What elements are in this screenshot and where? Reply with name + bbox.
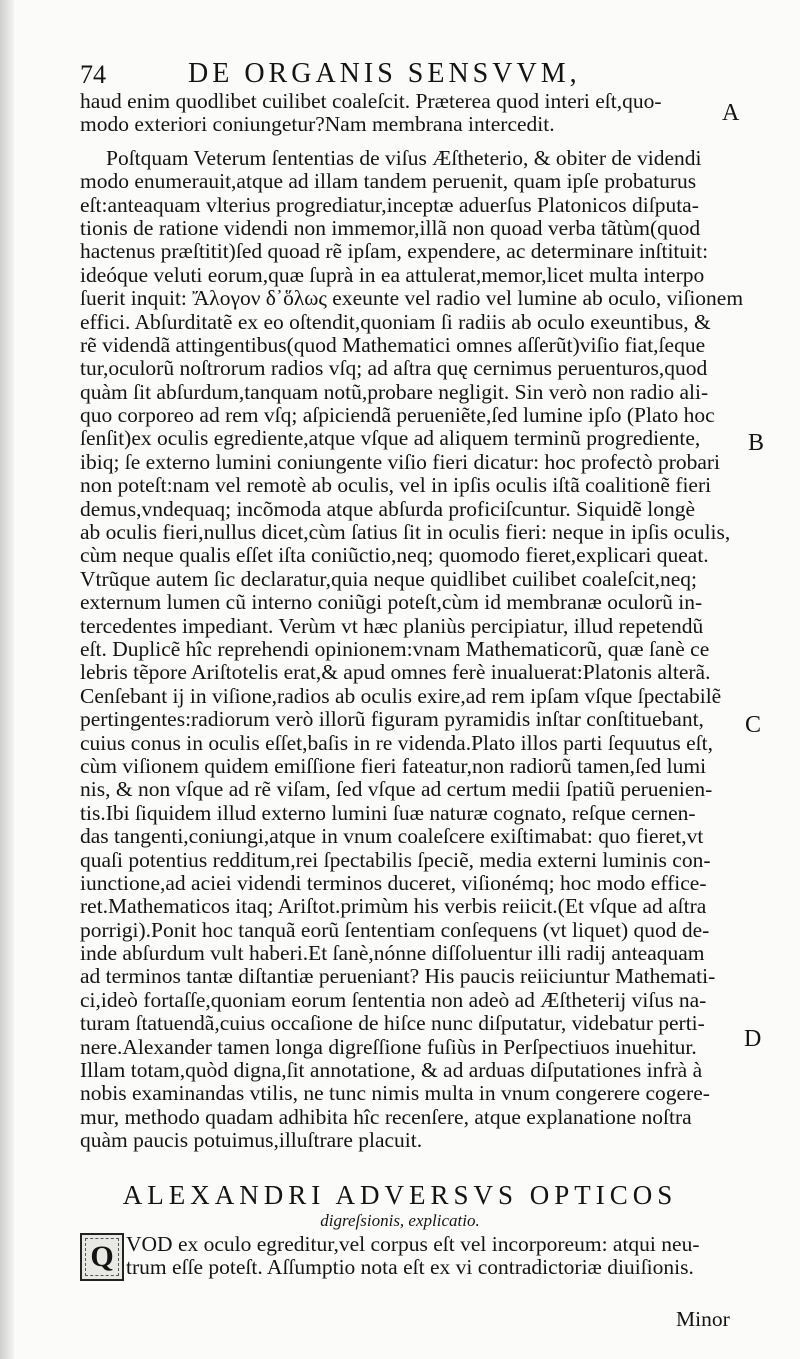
text-line: tur,oculorũ noſtrorum radios vſq; ad aſtra quę cernimus peruenturos,quod <box>80 356 708 381</box>
text-line: non poteſt:nam vel remotè ab oculis, vel in ipſis oculis iſtã coalitionẽ fieri <box>80 473 712 498</box>
text-line: ad terminos tantæ diſtantiæ perueniant? His paucis reiiciuntur Mathemati- <box>80 964 716 989</box>
drop-cap-initial: Q <box>80 1233 124 1281</box>
text-line: quàm paucis potuimus,illuſtrare placuit. <box>80 1128 423 1153</box>
text-line: quaſi potentius redditum,rei ſpectabilis ſpeciẽ, media externi luminis con- <box>80 847 711 872</box>
text-line: nis, & non vſque ad rẽ viſam, ſed vſque ad certum medii ſpatiũ peruenien- <box>80 777 713 802</box>
text-line: nobis examinandas vtilis, ne tunc nimis multa in vnum congerere cogere- <box>80 1081 710 1106</box>
margin-letter-c: C <box>745 712 762 738</box>
text-line: tis.Ibi ſiquidem illud externo lumini ſuæ naturæ cognato, reſque cernen- <box>80 800 696 825</box>
text-line: cuius conus in oculis eſſet,baſis in re videnda.Plato illos parti ſequutus eſt, <box>80 730 713 755</box>
text-line: lebris tẽpore Ariſtotelis erat,& apud omnes ferè inualuerat:Platonis alterã. <box>80 660 711 685</box>
text-line: ideóque veluti eorum,quæ ſuprà in ea attulerat,memor,licet multa interpo <box>80 262 705 287</box>
text-line: ret.Mathematicos itaq; Ariſtot.primùm his verbis reiicit.(Et vſque ad aſtra <box>80 894 707 919</box>
text-line: Illam totam,quòd digna,ſit annotatione, & ad arduas diſputationes infrà à <box>80 1058 703 1083</box>
margin-letter-d: D <box>744 1026 762 1052</box>
text-line: ab oculis fieri,nullus dicet,cùm ſatius ſit in oculis fieri: neque in ipſis oculis, <box>80 520 731 545</box>
text-line: Cenſebant ij in viſione,radios ab oculis exire,ad rem ipſam vſque ſpectabilẽ <box>80 683 722 708</box>
text-line: demus,vndequaq; incõmoda atque abſurda proficiſcuntur. Siquidẽ longè <box>80 496 695 521</box>
section-heading: ALEXANDRI ADVERSVS OPTICOS <box>122 1180 678 1210</box>
text-line: ibiq; ſe externo lumini coniungente viſio fieri dicatur: hoc profectò probari <box>80 449 721 474</box>
text-line: Poſtquam Veterum ſententias de viſus Æſtheterio, & obiter de videndi <box>106 145 702 170</box>
commentary-paragraph <box>80 145 744 1153</box>
text-line: turam ſtatuendã,cuius occaſione de hiſce nunc diſputatur, videbatur perti- <box>80 1011 705 1036</box>
section-subheading: digreſsionis, explicatio. <box>320 1211 480 1230</box>
text-line: tionis de ratione videndi non immemor,illã non quoad verba tãtùm(quod <box>80 215 701 240</box>
text-line: quàm ſit abſurdum,tanquam notũ,probare negligit. Sin verò non radio ali- <box>80 379 709 404</box>
text-line: Vtrũque autem ſic declaratur,quia neque quidlibet cuilibet coaleſcit,neq; <box>80 566 698 591</box>
text-line: das tangenti,coniungi,atque in vnum coaleſcere exiſtimabat: quo fieret,vt <box>80 824 704 849</box>
text-line: cùm viſionem quidem emiſſione fieri fateatur,non radiorũ tamen,ſed lumi <box>80 753 707 778</box>
text-line: mur, methodo quadam adhibita hîc recenſere, atque explanatione noſtra <box>80 1104 692 1129</box>
chapter-opening <box>80 1233 740 1280</box>
text-line: tercedentes impediant. Verùm vt hæc planiùs percipiatur, illud repetendũ <box>80 613 704 638</box>
text-line: inde abſurdum vult haberi.Et ſanè,nónne diſſoluentur illi radij anteaquam <box>80 941 705 966</box>
running-header <box>80 54 680 94</box>
page-number: 74 <box>80 60 106 89</box>
margin-letter-b: B <box>748 430 765 456</box>
text-line: rẽ videndã attingentibus(quod Mathematici omnes aſſerũt)viſio fiat,ſeque <box>80 332 706 357</box>
text-line: modo exteriori coniungetur?Nam membrana intercedit. <box>80 112 555 137</box>
text-line: ſenſit)ex oculis egrediente,atque vſque ad aliquem terminũ progrediente, <box>80 426 701 451</box>
text-line: porrigi).Ponit hoc tanquã eorũ ſententiam conſequens (vt liquet) quod de- <box>80 917 710 942</box>
text-line: iunctione,ad aciei videndi terminos duceret, viſionémq; hoc modo effice- <box>80 870 707 895</box>
text-line: ſuerit inquit: Ἄλογον δ᾽ὅλως exeunte vel radio vel lumine ab oculo, viſionem <box>80 286 744 311</box>
running-title: DE ORGANIS SENSVVM, <box>188 58 581 89</box>
text-line: VOD ex oculo egreditur,vel corpus eſt vel incorporeum: atqui neu- <box>126 1232 700 1256</box>
text-line: eſt:anteaquam vlterius progrediatur,inceptæ aduerſus Platonicos diſputa- <box>80 192 699 217</box>
text-line: eſt. Duplicẽ hîc reprehendi opinionem:vnam Mathematicorũ, quæ ſanè ce <box>80 636 710 661</box>
catchword: Minor <box>676 1307 730 1331</box>
text-line: hactenus præſtitit)ſed quoad rẽ ipſam, expendere, ac determinare inſtituit: <box>80 239 709 264</box>
text-line: modo enumerauit,atque ad illam tandem peruenit, quam ipſe probaturus <box>80 169 697 194</box>
text-line: nere.Alexander tamen longa digreſſione fuſiùs in Perſpectiuos inuehitur. <box>80 1034 697 1059</box>
main-text <box>80 89 744 1153</box>
text-line: ci,ideò fortaſſe,quoniam eorum ſententia non adeò ad Æſtheterij viſus na- <box>80 987 707 1012</box>
text-line: cùm neque qualis eſſet iſta coniũctio,neq; quomodo fieret,explicari queat. <box>80 543 709 568</box>
intro-block <box>80 90 720 137</box>
text-line: effici. Abſurditatẽ ex eo oſtendit,quoniam ſi radiis ab oculo exeuntibus, & <box>80 309 711 334</box>
margin-letter-a: A <box>722 100 740 126</box>
text-line: quo corporeo ad rem vſq; aſpiciendã perueniẽte,ſed lumine ipſo (Plato hoc <box>80 403 715 428</box>
page-gutter-edge <box>0 0 14 1359</box>
text-line: pertingentes:radiorum verò illorũ figuram pyramidis inſtar conſtituebant, <box>80 707 704 732</box>
text-line: haud enim quodlibet cuilibet coaleſcit. Præterea quod interi eſt,quo- <box>80 89 662 113</box>
text-line: externum lumen cũ interno coniũgi poteſt,cùm id membranæ oculorũ in- <box>80 590 703 615</box>
text-line: trum eſſe poteſt. Aſſumptio nota eſt ex vi contradictoriæ diuiſionis. <box>126 1255 694 1280</box>
